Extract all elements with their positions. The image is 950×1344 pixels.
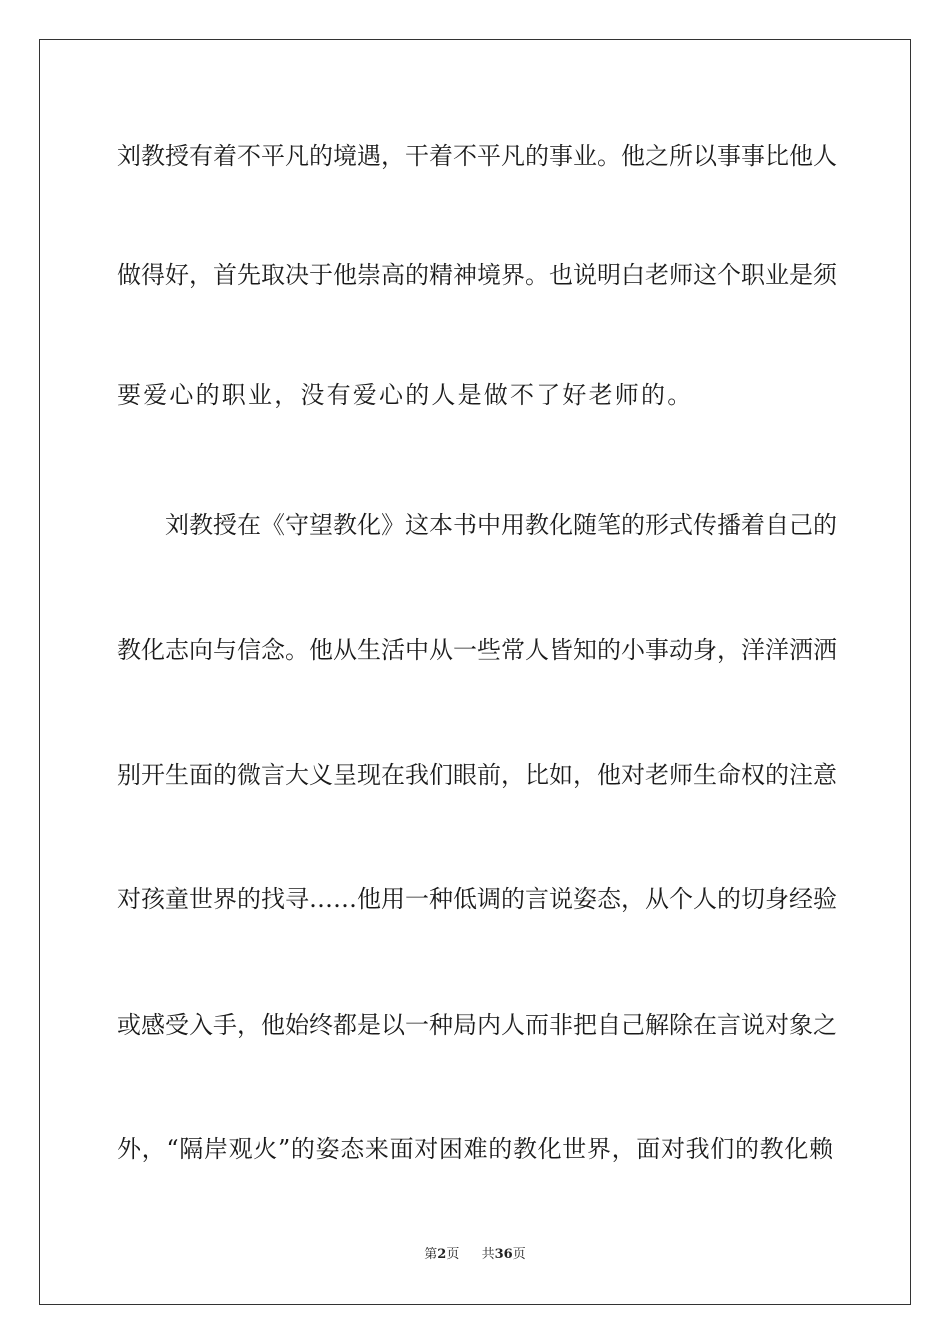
text-line: 别开生面的微言大义呈现在我们眼前，比如，他对老师生命权的注意 — [117, 761, 837, 789]
page-footer — [0, 1246, 950, 1264]
text-line: 刘教授有着不平凡的境遇，干着不平凡的事业。他之所以事事比他人 — [117, 142, 837, 170]
page-number: 第2页 — [424, 1247, 460, 1262]
page-total: 共36页 — [481, 1247, 526, 1262]
page-border — [39, 39, 911, 1305]
text-line: 教化志向与信念。他从生活中从一些常人皆知的小事动身，洋洋洒洒 — [117, 636, 837, 664]
text-line: 对孩童世界的找寻……他用一种低调的言说姿态，从个人的切身经验 — [117, 885, 837, 913]
text-line: 外，“隔岸观火”的姿态来面对困难的教化世界，面对我们的教化赖 — [117, 1135, 833, 1163]
text-line: 要爱心的职业，没有爱心的人是做不了好老师的。 — [117, 381, 694, 409]
text-line: 或感受入手，他始终都是以一种局内人而非把自己解除在言说对象之 — [117, 1011, 837, 1039]
text-line: 刘教授在《守望教化》这本书中用教化随笔的形式传播着自己的 — [165, 511, 837, 539]
text-line: 做得好，首先取决于他崇高的精神境界。也说明白老师这个职业是须 — [117, 261, 837, 289]
